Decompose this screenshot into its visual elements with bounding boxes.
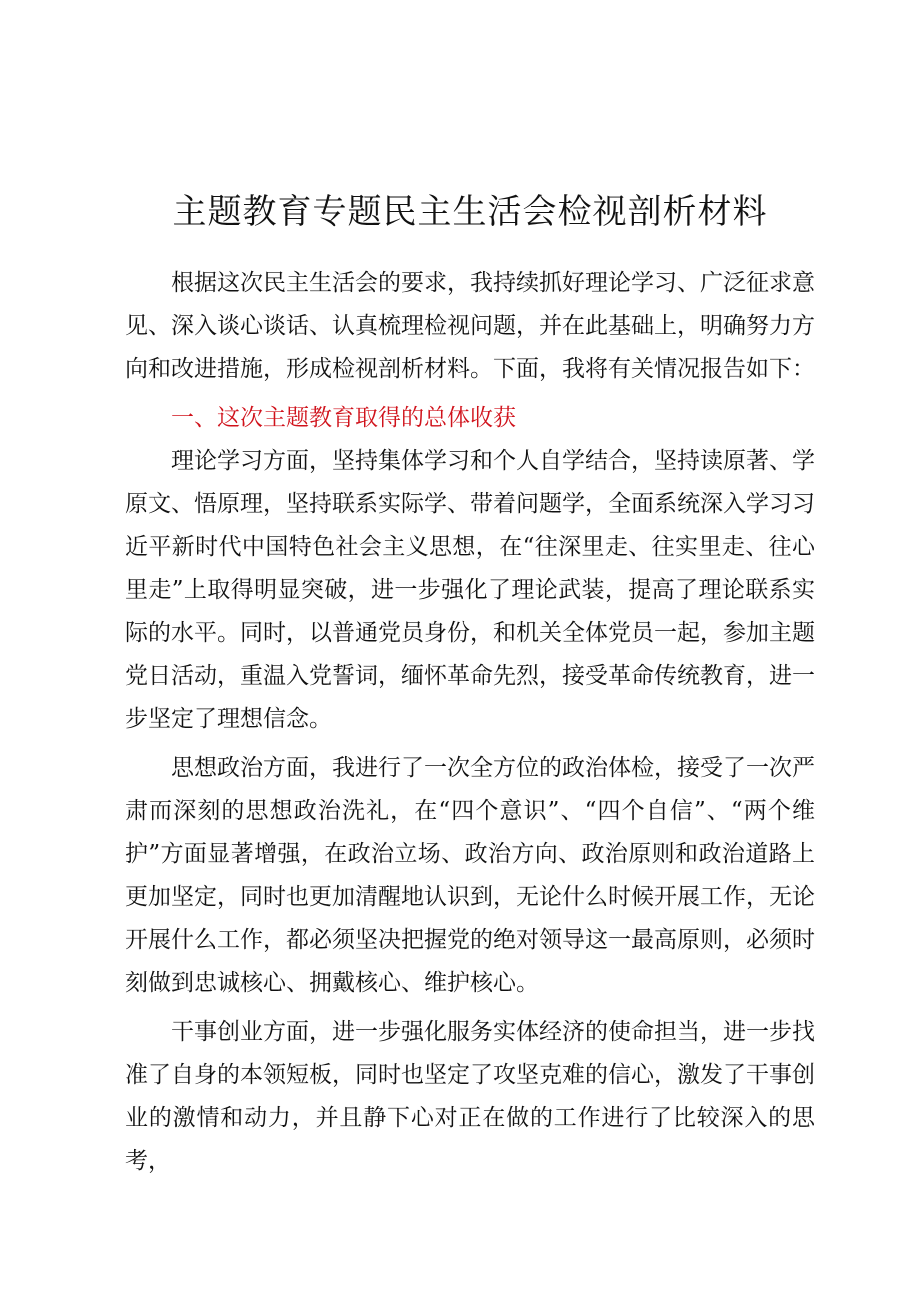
- section-heading: 一、这次主题教育取得的总体收获: [171, 405, 516, 431]
- paragraph-career-work: 干事创业方面，进一步强化服务实体经济的使命担当，进一步找准了自身的本领短板，同时也坚定了攻坚克难的信心，激发了干事创业的激情和动力，并且静下心对正在做的工作进行了比较深入的思考，: [125, 1019, 815, 1174]
- paragraph-theory-study: 理论学习方面，坚持集体学习和个人自学结合，坚持读原著、学原文、悟原理，坚持联系实际学、带着问题学，全面系统深入学习习近平新时代中国特色社会主义思想，在“往深里走、往实里走、往心里走”上取得明显突破，进一步强化了理论武装，提高了理论联系实际的水平。同时，以普通党员身份，和机关全体党员一起，参加主题党日活动，重温入党誓词，缅怀革命先烈，接受革命传统教育，进一步坚定了理想信念。: [125, 448, 815, 732]
- document-title: 主题教育专题民主生活会检视剖析材料: [172, 192, 768, 232]
- intro-paragraph: 根据这次民主生活会的要求，我持续抓好理论学习、广泛征求意见、深入谈心谈话、认真梳理检视问题，并在此基础上，明确努力方向和改进措施，形成检视剖析材料。下面，我将有关情况报告如下：: [125, 270, 815, 382]
- document-body: [125, 262, 815, 1189]
- paragraph-political-thought: 思想政治方面，我进行了一次全方位的政治体检，接受了一次严肃而深刻的思想政治洗礼，在“四个意识”、“四个自信”、“两个维护”方面显著增强，在政治立场、政治方向、政治原则和政治道路上更加坚定，同时也更加清醒地认识到，无论什么时候开展工作，无论开展什么工作，都必须坚决把握党的绝对领导这一最高原则，必须时刻做到忠诚核心、拥戴核心、维护核心。: [125, 755, 815, 996]
